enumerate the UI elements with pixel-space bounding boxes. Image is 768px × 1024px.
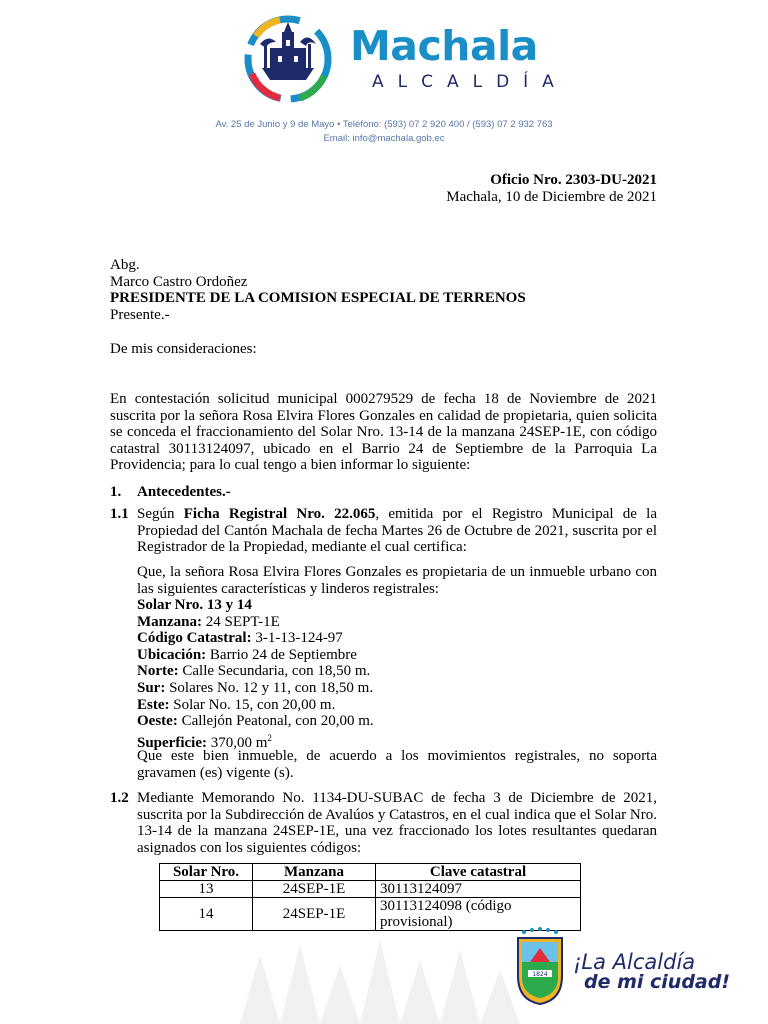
field-manzana: Manzana: 24 SEPT-1E <box>137 614 280 630</box>
table-cell: 24SEP-1E <box>253 898 376 931</box>
item-number-1-1: 1.1 <box>110 506 129 522</box>
slogan-line1: ¡La Alcaldía <box>573 950 696 974</box>
machala-logo-icon <box>240 14 336 104</box>
item-1-1-paragraph: Según Ficha Registral Nro. 22.065, emitida por el Registro Municipal de la Propiedad del Cantón Machala de fecha Martes 26 de Octubre de 2021, suscrita por el Registrador de la Propiedad, mediante el cual certifica: <box>137 506 658 555</box>
field-este: Este: Solar No. 15, con 20,00 m. <box>137 697 336 713</box>
item-1-2-paragraph: Mediante Memorando No. 1134-DU-SUBAC de fecha 3 de Diciembre de 2021, suscrita por la Subdirección de Avalúos y Catastros, en el cual indica que el Solar Nro. 13-14 de la manzana 24SEP-1E, una vez fraccionado los lotes resultantes quedaran asignados con los siguientes códigos: <box>137 790 657 856</box>
recipient-position: PRESIDENTE DE LA COMISION ESPECIAL DE TERRENOS <box>110 290 526 306</box>
section-number: 1. <box>110 484 122 500</box>
catastral-codes-table <box>159 863 581 931</box>
brand-title: Machala <box>350 22 538 70</box>
city-crest-icon <box>514 926 566 1006</box>
field-norte: Norte: Calle Secundaria, con 18,50 m. <box>137 663 371 679</box>
field-codigo-catastral: Código Catastral: 3-1-13-124-97 <box>137 630 343 646</box>
field-superficie: Superficie: 370,00 $m^2$ <box>137 733 272 751</box>
presente-line: Presente.- <box>110 307 170 323</box>
item-number-1-2: 1.2 <box>110 790 129 806</box>
table-row <box>160 881 581 898</box>
solar-heading: Solar Nro. 13 y 14 <box>137 597 252 613</box>
slogan-line2: de mi ciudad! <box>584 971 731 993</box>
table-cell: 30113124098 (código provisional) <box>376 898 581 931</box>
column-header: Solar Nro. <box>160 864 253 881</box>
section-title: Antecedentes.- <box>137 484 231 500</box>
table-cell: 13 <box>160 881 253 898</box>
table-cell: 24SEP-1E <box>253 881 376 898</box>
intro-paragraph: En contestación solicitud municipal 000279529 de fecha 18 de Noviembre de 2021 suscrita por la señora Rosa Elvira Flores Gonzales en calidad de propietaria, quien solicita se conceda el fraccionamiento del Solar Nro. 13-14 de la manzana 24SEP-1E, con código catastral 30113124097, ubicado en el Barrio 24 de Septiembre de la Parroquia La Providencia; para lo cual tengo a bien informar lo siguiente: <box>110 391 657 473</box>
brand-subtitle: ALCALDÍA <box>372 72 568 92</box>
item-1-1-closing: Que este bien inmueble, de acuerdo a los movimientos registrales, no soporta gravamen (es) vigente (s). <box>137 748 657 781</box>
column-header: Manzana <box>253 864 376 881</box>
column-header: Clave catastral <box>376 864 581 881</box>
table-header-row <box>160 864 581 881</box>
background-watermark <box>240 915 540 1024</box>
item-1-1-quote: Que, la señora Rosa Elvira Flores Gonzales es propietaria de un inmueble urbano con las siguientes características y linderos registrales: <box>137 564 657 597</box>
table-cell: 30113124097 <box>376 881 581 898</box>
ficha-registral-ref: Ficha Registral Nro. 22.065 <box>183 506 376 522</box>
table-cell: 14 <box>160 898 253 931</box>
contact-address: Av. 25 de Junio y 9 de Mayo • Teléfono: (593) 07 2 920 400 / (593) 07 2 932 763 <box>215 119 553 130</box>
office-number: Oficio Nro. 2303-DU-2021 <box>490 172 657 188</box>
crest-year: 1824 <box>532 971 548 978</box>
field-oeste: Oeste: Callejón Peatonal, con 20,00 m. <box>137 713 374 729</box>
field-sur: Sur: Solares No. 12 y 11, con 18,50 m. <box>137 680 374 696</box>
contact-email: Email: info@machala.gob.ec <box>323 133 445 144</box>
field-ubicacion: Ubicación: Barrio 24 de Septiembre <box>137 647 357 663</box>
greeting: De mis consideraciones: <box>110 341 257 357</box>
recipient-name: Marco Castro Ordoñez <box>110 274 248 290</box>
place-date: Machala, 10 de Diciembre de 2021 <box>446 189 657 205</box>
recipient-title: Abg. <box>110 257 140 273</box>
